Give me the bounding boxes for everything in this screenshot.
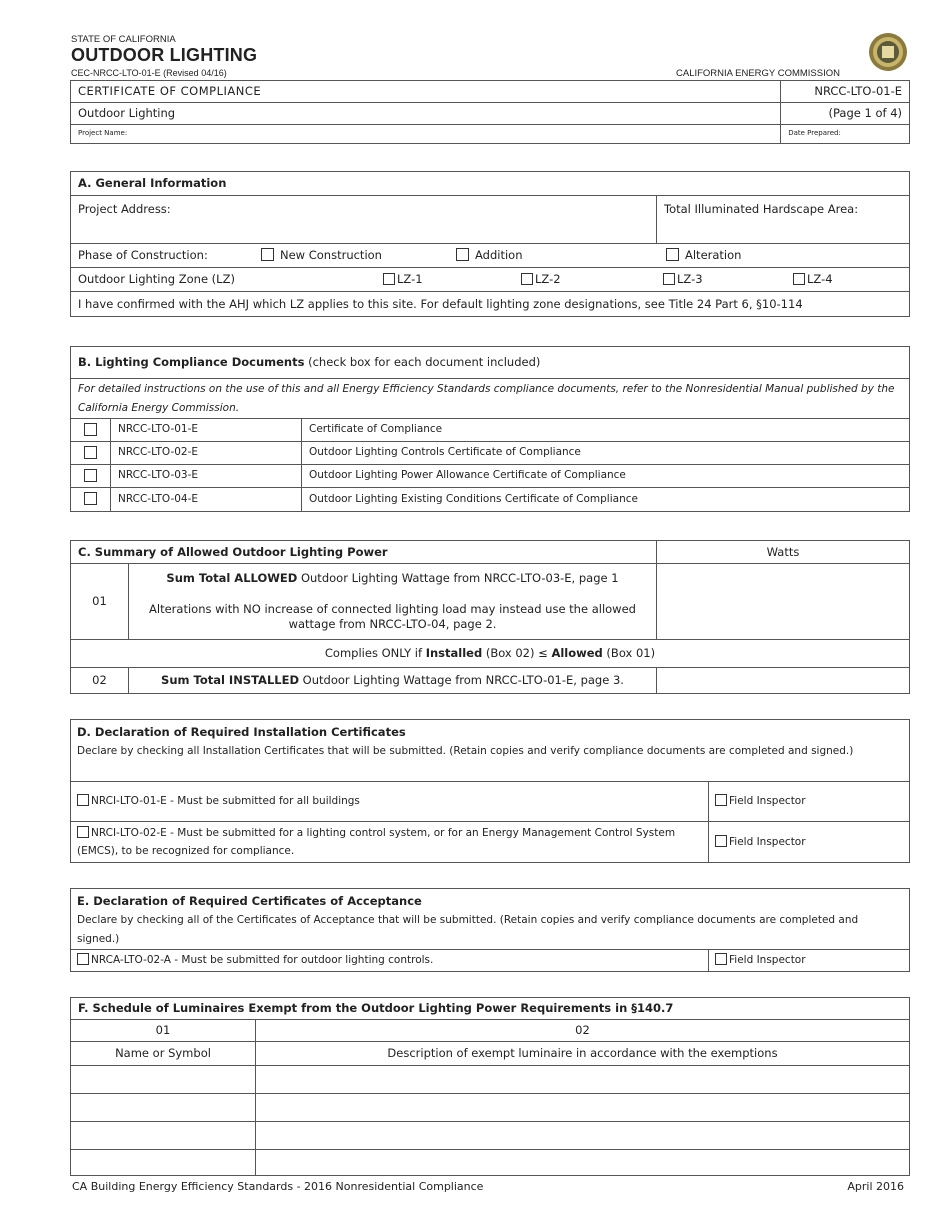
- nrci-01-inspector-checkbox[interactable]: [715, 794, 727, 806]
- section-e-title: E. Declaration of Required Certificates of Acceptance: [71, 889, 910, 911]
- doc-03-desc: Outdoor Lighting Power Allowance Certificate of Compliance: [302, 465, 910, 488]
- allowed-wattage-desc: [129, 564, 657, 640]
- nrca-02-checkbox[interactable]: [77, 953, 89, 965]
- new-construction-label: New Construction: [280, 248, 382, 263]
- nrca-02-inspector-label: Field Inspector: [729, 953, 806, 966]
- doc-02-checkbox[interactable]: [84, 446, 97, 459]
- section-a-table: [70, 171, 910, 317]
- section-b-title: B. Lighting Compliance Documents: [78, 355, 305, 370]
- description-header: Description of exempt luminaire in accordance with the exemptions: [256, 1042, 910, 1066]
- lz3-label: LZ-3: [677, 272, 703, 287]
- lz4-checkbox[interactable]: [793, 273, 805, 285]
- lz1-label: LZ-1: [397, 272, 423, 287]
- nrci-01-label: NRCI-LTO-01-E - Must be submitted for all buildings: [91, 795, 360, 808]
- doc-01-checkbox[interactable]: [84, 423, 97, 436]
- phase-row: [71, 244, 910, 268]
- section-d-desc: Declare by checking all Installation Certificates that will be submitted. (Retain copies and verify compliance documents are completed and signed.): [71, 742, 910, 782]
- phase-label: Phase of Construction:: [78, 248, 208, 263]
- allowed-bold: Sum Total ALLOWED: [166, 571, 298, 586]
- exempt-desc-cell[interactable]: [256, 1066, 910, 1094]
- installed-bold: Sum Total INSTALLED: [161, 673, 300, 688]
- lz2-label: LZ-2: [535, 272, 561, 287]
- exempt-desc-cell[interactable]: [256, 1122, 910, 1150]
- page-subtitle: Outdoor Lighting: [71, 103, 781, 125]
- footer-standards: CA Building Energy Efficiency Standards - 2016 Nonresidential Compliance: [72, 1180, 484, 1193]
- nrci-01-inspector-label: Field Inspector: [729, 795, 806, 808]
- doc-02-code: NRCC-LTO-02-E: [111, 442, 302, 465]
- complies-post: (Box 01): [602, 646, 656, 661]
- nrci-02-label: NRCI-LTO-02-E - Must be submitted for a lighting control system, or for an Energy Management Control System (EMCS), to be recognized for compliance.: [77, 827, 676, 857]
- nrci-02-inspector-checkbox[interactable]: [715, 835, 727, 847]
- allowed-watts-input[interactable]: [657, 564, 910, 640]
- section-b-heading: [71, 347, 910, 379]
- doc-04-checkbox[interactable]: [84, 492, 97, 505]
- lighting-zone-label: Outdoor Lighting Zone (LZ): [78, 272, 235, 287]
- nrca-02-label: NRCA-LTO-02-A - Must be submitted for outdoor lighting controls.: [91, 953, 434, 966]
- section-f-table: [70, 997, 910, 1176]
- exempt-name-cell[interactable]: [71, 1122, 256, 1150]
- nrca-02-row: [71, 949, 709, 971]
- form-title: OUTDOOR LIGHTING: [71, 45, 258, 65]
- exempt-desc-cell[interactable]: [256, 1150, 910, 1176]
- complies-pre: Complies ONLY if: [324, 646, 426, 661]
- doc-01-code: NRCC-LTO-01-E: [111, 419, 302, 442]
- header-table: [70, 80, 910, 144]
- hardscape-area-field[interactable]: Total Illuminated Hardscape Area:: [657, 196, 910, 244]
- doc-01-desc: Certificate of Compliance: [302, 419, 910, 442]
- box-01-number: 01: [71, 564, 129, 640]
- name-symbol-header: Name or Symbol: [71, 1042, 256, 1066]
- col-02-number: 02: [256, 1020, 910, 1042]
- section-d-table: [70, 719, 910, 863]
- nrci-02-inspector-label: Field Inspector: [729, 835, 806, 848]
- alteration-label: Alteration: [685, 248, 742, 263]
- project-name-field[interactable]: Project Name:: [71, 125, 781, 144]
- lighting-zone-row: [71, 268, 910, 292]
- section-c-table: [70, 540, 910, 694]
- alteration-checkbox[interactable]: [666, 248, 679, 261]
- nrci-01-checkbox[interactable]: [77, 794, 89, 806]
- section-a-title: A. General Information: [71, 172, 910, 196]
- col-01-number: 01: [71, 1020, 256, 1042]
- nrci-01-inspector: [709, 782, 910, 822]
- page-number: (Page 1 of 4): [781, 103, 910, 125]
- project-address-field[interactable]: Project Address:: [71, 196, 657, 244]
- nrci-02-checkbox[interactable]: [77, 826, 89, 838]
- lz1-checkbox[interactable]: [383, 273, 395, 285]
- addition-label: Addition: [475, 248, 523, 263]
- complies-mid: (Box 02) ≤: [482, 646, 552, 661]
- alteration-note: Alterations with NO increase of connected lighting load may instead use the allowed wattage from NRCC-LTO-04, page 2.: [149, 602, 636, 631]
- section-e-desc: Declare by checking all of the Certificates of Acceptance that will be submitted. (Retain copies and verify compliance documents are completed and signed.): [71, 911, 910, 950]
- lz4-label: LZ-4: [807, 272, 833, 287]
- installed-watts-input[interactable]: [657, 668, 910, 694]
- installed-text: Outdoor Lighting Wattage from NRCC-LTO-01-E, page 3.: [299, 673, 624, 688]
- box-02-number: 02: [71, 668, 129, 694]
- allowed-text: Outdoor Lighting Wattage from NRCC-LTO-03-E, page 1: [297, 571, 619, 586]
- doc-03-checkbox[interactable]: [84, 469, 97, 482]
- lz3-checkbox[interactable]: [663, 273, 675, 285]
- lz-confirmation-text: I have confirmed with the AHJ which LZ applies to this site. For default lighting zone designations, see Title 24 Part 6, §10-114: [71, 292, 910, 317]
- section-b-note: (check box for each document included): [304, 355, 541, 370]
- installed-wattage-desc: [129, 668, 657, 694]
- section-f-title: F. Schedule of Luminaires Exempt from the Outdoor Lighting Power Requirements in §140.7: [71, 998, 910, 1020]
- section-b-table: [70, 346, 910, 512]
- commission-seal-icon: [868, 32, 908, 72]
- doc-02-desc: Outdoor Lighting Controls Certificate of Compliance: [302, 442, 910, 465]
- lz2-checkbox[interactable]: [521, 273, 533, 285]
- footer-date: April 2016: [847, 1180, 904, 1193]
- complies-allowed: Allowed: [551, 646, 603, 661]
- section-c-title: C. Summary of Allowed Outdoor Lighting Power: [71, 541, 657, 564]
- complies-installed: Installed: [425, 646, 483, 661]
- doc-04-code: NRCC-LTO-04-E: [111, 488, 302, 512]
- addition-checkbox[interactable]: [456, 248, 469, 261]
- section-b-instructions: For detailed instructions on the use of this and all Energy Efficiency Standards compliance documents, refer to the Nonresidential Manual published by the California Energy Commission.: [71, 379, 910, 419]
- nrci-02-inspector: [709, 822, 910, 863]
- section-e-table: [70, 888, 910, 972]
- certificate-title: CERTIFICATE OF COMPLIANCE: [71, 81, 781, 103]
- complies-row: [71, 640, 910, 668]
- exempt-desc-cell[interactable]: [256, 1094, 910, 1122]
- watts-header: Watts: [657, 541, 910, 564]
- state-label: STATE OF CALIFORNIA: [71, 34, 176, 45]
- form-id: CEC-NRCC-LTO-01-E (Revised 04/16): [71, 68, 227, 78]
- nrci-02-row: [71, 822, 709, 863]
- exempt-name-cell[interactable]: [71, 1150, 256, 1176]
- doc-03-code: NRCC-LTO-03-E: [111, 465, 302, 488]
- nrci-01-row: [71, 782, 709, 822]
- form-code: NRCC-LTO-01-E: [781, 81, 910, 103]
- nrca-02-inspector-checkbox[interactable]: [715, 953, 727, 965]
- nrca-02-inspector: [709, 949, 910, 971]
- date-prepared-field[interactable]: Date Prepared:: [781, 125, 910, 144]
- section-d-title: D. Declaration of Required Installation Certificates: [71, 720, 910, 742]
- exempt-name-cell[interactable]: [71, 1094, 256, 1122]
- doc-04-desc: Outdoor Lighting Existing Conditions Certificate of Compliance: [302, 488, 910, 512]
- new-construction-checkbox[interactable]: [261, 248, 274, 261]
- exempt-name-cell[interactable]: [71, 1066, 256, 1094]
- commission-label: CALIFORNIA ENERGY COMMISSION: [676, 68, 840, 79]
